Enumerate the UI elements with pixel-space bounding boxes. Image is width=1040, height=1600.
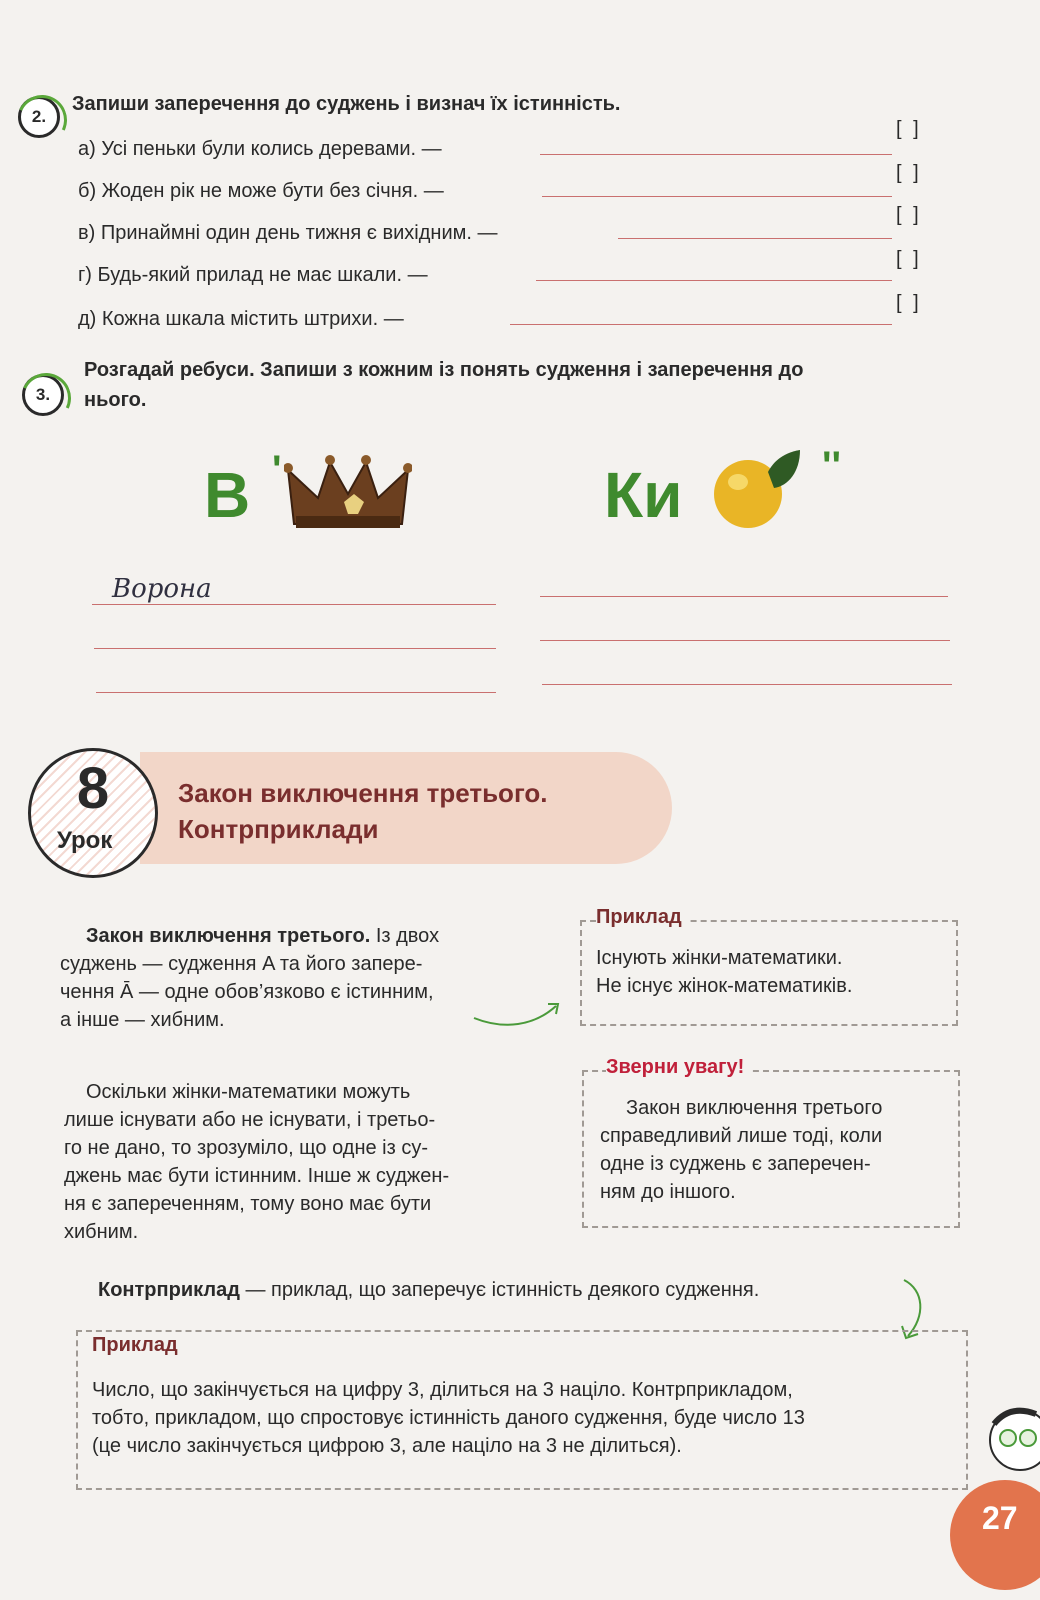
attention-line-3: одне із суджень є заперечен- <box>600 1153 871 1175</box>
example-1-label: Приклад <box>596 906 690 929</box>
rebus-2-line-2[interactable] <box>540 640 950 641</box>
explanation-line-6: хибним. <box>64 1221 139 1243</box>
task-2-title: Запиши заперечення до суджень і визнач їх істинність. <box>72 93 621 115</box>
task-2-item-a: а) Усі пеньки були колись деревами. — <box>78 138 442 160</box>
lesson-number: 8 <box>76 756 110 821</box>
task-3-number: 3. <box>22 374 64 416</box>
law-term: Закон виключення третього. <box>86 925 371 947</box>
answer-line-a[interactable] <box>540 154 892 155</box>
lesson-title-line1: Закон виключення третього. <box>178 778 548 808</box>
counterexample-rest: — приклад, що заперечує істинність деякого судження. <box>239 1279 760 1301</box>
mascot-icon <box>986 1400 1040 1480</box>
answer-bracket-d[interactable]: [ ] <box>896 248 922 270</box>
rebus-1-line-1[interactable] <box>92 604 496 605</box>
answer-line-d[interactable] <box>536 280 892 281</box>
answer-line-e[interactable] <box>510 324 892 325</box>
attention-line-2: справедливий лише тоді, коли <box>600 1125 883 1147</box>
law-line-1-rest: Із двох <box>375 925 440 947</box>
explanation-line-2: лише існувати або не існувати, і третьо- <box>64 1109 436 1131</box>
crown-icon <box>284 454 412 534</box>
page-number: 27 <box>950 1480 1040 1590</box>
example-1-line-2: Не існує жінок-математиків. <box>596 975 853 997</box>
explanation-line-1: Оскільки жінки-математики можуть <box>86 1081 411 1103</box>
rebus-1-line-3[interactable] <box>96 692 496 693</box>
explanation-line-3: го не дано, то зрозуміло, що одне із су- <box>64 1137 429 1159</box>
rebus-1-letter: В <box>204 459 251 531</box>
answer-bracket-b[interactable]: [ ] <box>896 162 922 184</box>
rebus-1-mark: ' <box>272 448 282 492</box>
example-2-line-1: Число, що закінчується на цифру 3, ділиться на 3 націло. Контрприкладом, <box>92 1379 793 1401</box>
attention-line-1: Закон виключення третього <box>626 1097 883 1119</box>
example-1-line-1: Існують жінки-математики. <box>596 947 843 969</box>
counterexample-definition <box>98 1276 918 1304</box>
answer-bracket-c[interactable]: [ ] <box>896 204 922 226</box>
answer-line-c[interactable] <box>618 238 892 239</box>
handwritten-answer: Ворона <box>112 574 212 604</box>
lesson-title-line2: Контрприклади <box>178 814 379 844</box>
explanation-line-4: джень має бути істинним. Інше ж суджен- <box>64 1165 450 1187</box>
rebus-2-line-1[interactable] <box>540 596 948 597</box>
task-2-number: 2. <box>18 96 60 138</box>
task-2-item-e: д) Кожна шкала містить штрихи. — <box>78 308 404 330</box>
explanation-line-5: ня є запереченням, тому воно має бути <box>64 1193 432 1215</box>
example-2-label: Приклад <box>92 1334 186 1357</box>
task-2-item-b: б) Жоден рік не може бути без січня. — <box>78 180 444 202</box>
rebus-1-line-2[interactable] <box>94 648 496 649</box>
counterexample-term: Контрприклад <box>98 1279 240 1301</box>
curved-arrow-icon <box>470 996 566 1030</box>
example-2-line-3: (це число закінчується цифрою 3, але націло на 3 не ділиться). <box>92 1435 682 1457</box>
answer-bracket-e[interactable]: [ ] <box>896 292 922 314</box>
task-2-item-c: в) Принаймні один день тижня є вихідним. — <box>78 222 498 244</box>
example-2-line-2: тобто, прикладом, що спростовує істинність даного судження, буде число 13 <box>92 1407 805 1429</box>
rebus-2-mark: '' <box>822 444 842 488</box>
attention-label: Зверни увагу! <box>606 1056 752 1079</box>
task-3-title-line1: Розгадай ребуси. Запиши з кожним із понять судження і заперечення до <box>84 359 804 381</box>
task-2-item-d: г) Будь-який прилад не має шкали. — <box>78 264 428 286</box>
lesson-word: Урок <box>57 827 113 854</box>
task-3-title-line2: нього. <box>84 389 147 411</box>
answer-line-b[interactable] <box>542 196 892 197</box>
law-line-2: суджень — судження A та його запере- <box>60 953 423 975</box>
lesson-badge <box>28 748 158 878</box>
lemon-icon <box>708 442 804 534</box>
law-line-1 <box>86 922 526 950</box>
rebus-2-line-3[interactable] <box>542 684 952 685</box>
law-line-4: а інше — хибним. <box>60 1009 225 1031</box>
rebus-2-letters: Ки <box>604 459 683 531</box>
attention-line-4: ням до іншого. <box>600 1181 736 1203</box>
answer-bracket-a[interactable]: [ ] <box>896 118 922 140</box>
law-line-3: чення Ā — одне обов’язково є істинним, <box>60 981 434 1003</box>
